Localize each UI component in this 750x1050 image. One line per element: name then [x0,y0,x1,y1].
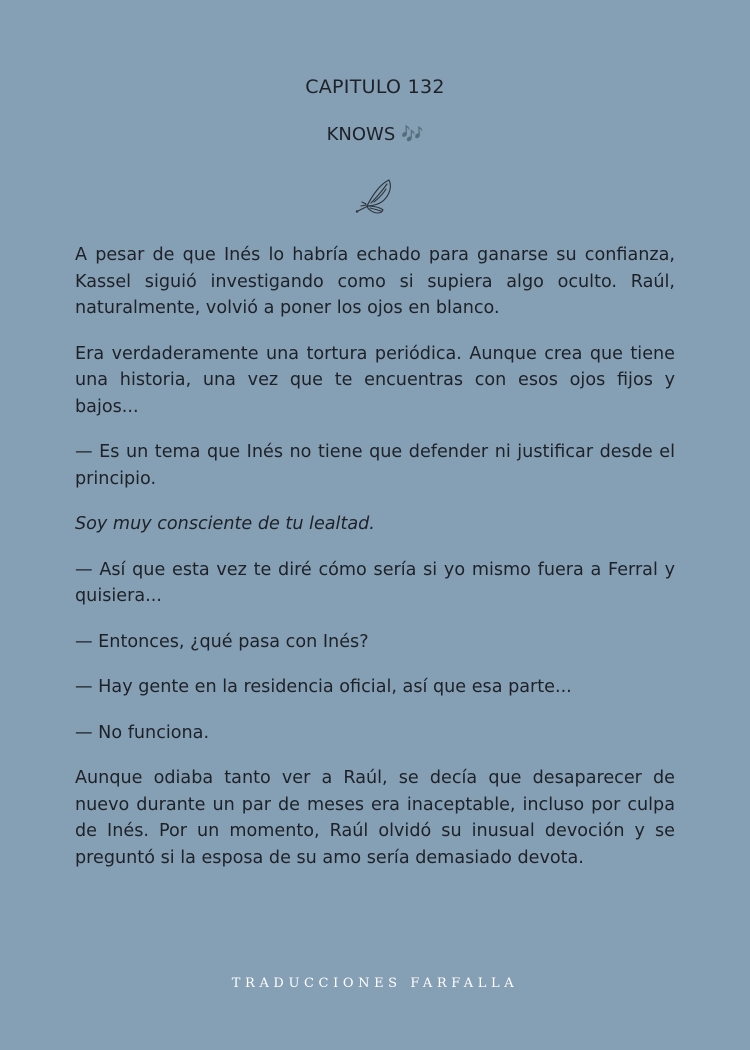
paragraph-4: Soy muy consciente de tu lealtad. [75,514,375,534]
paragraph-9: Aunque odiaba tanto ver a Raúl, se decía que desaparecer de nuevo durante un par de meses era inaceptable, incluso por culpa de Inés. Por un momento, Raúl olvidó su inusual devoción y se preguntó si la esposa de su amo sería demasiado devota. [75,768,675,868]
chapter-body [75,242,675,890]
butterfly-icon [348,176,396,218]
paragraph-2: Era verdaderamente una tortura periódica. Aunque crea que tiene una historia, una vez que te encuentras con esos ojos fijos y bajos... [75,343,675,417]
paragraph-6: — Entonces, ¿qué pasa con Inés? [75,631,369,652]
chapter-subtitle: KNOWS 🎶 [326,124,424,145]
paragraph-5: — Así que esta vez te diré cómo sería si yo mismo fuera a Ferral y quisiera... [75,559,675,606]
footer-credit: TRADUCCIONES FARFALLA [231,976,519,991]
paragraph-8: — No funciona. [75,722,210,743]
paragraph-3: — Es un tema que Inés no tiene que defender ni justificar desde el principio. [75,442,675,489]
paragraph-7: — Hay gente en la residencia oficial, así que esa parte... [75,677,572,697]
chapter-title: CAPITULO 132 [305,76,445,98]
paragraph-1: A pesar de que Inés lo habría echado para ganarse su confianza, Kassel siguió investigando como si supiera algo oculto. Raúl, naturalmente, volvió a poner los ojos en blanco. [75,245,675,318]
